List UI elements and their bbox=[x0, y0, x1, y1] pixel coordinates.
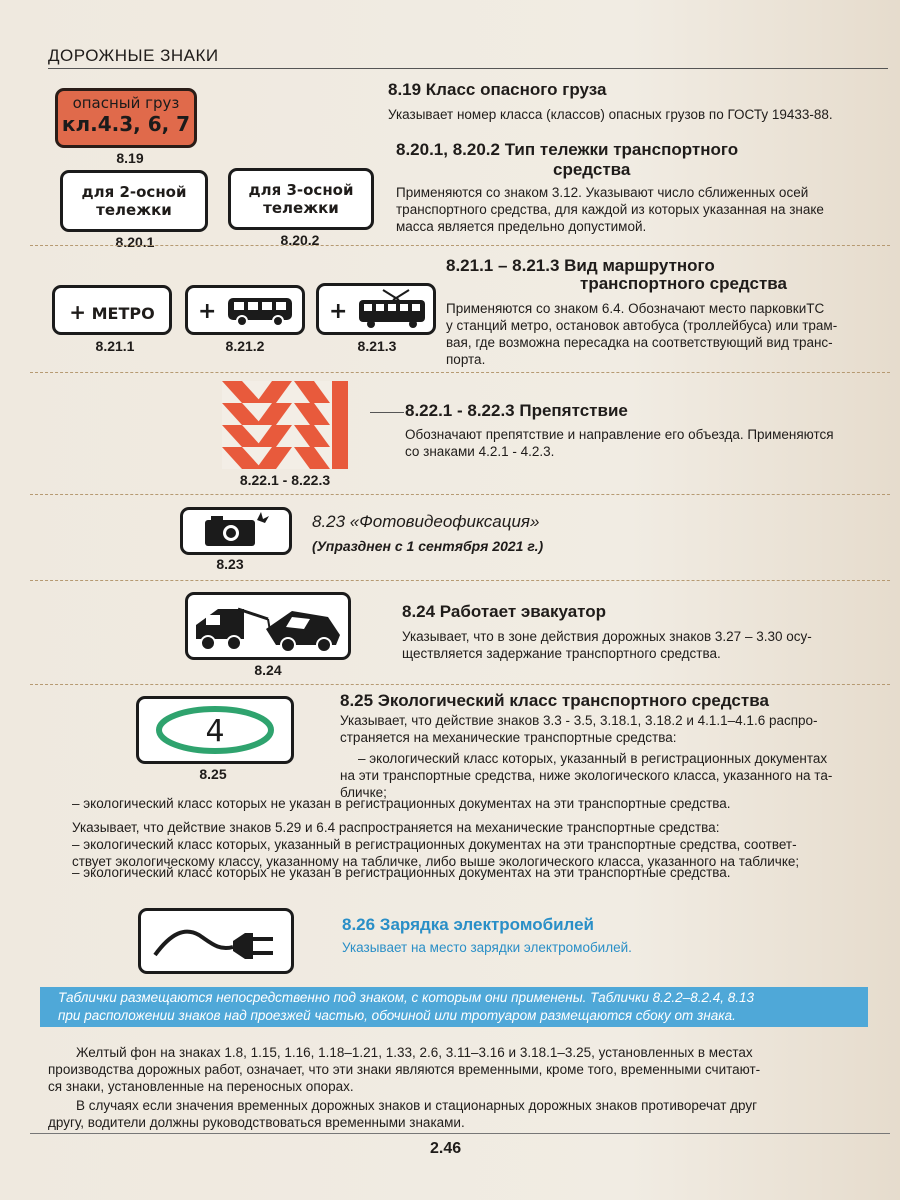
text-8-25-p4: Указывает, что действие знаков 5.29 и 6.4 распространяется на механические транспортные средства: bbox=[72, 820, 720, 835]
text-8-25-p1-line1: Указывает, что действие знаков 3.3 - 3.5, 3.18.1, 3.18.2 и 4.1.1–4.1.6 распро- bbox=[340, 713, 818, 728]
title-dash bbox=[370, 412, 404, 413]
sign-8-26 bbox=[138, 908, 294, 974]
text-8-21-line2: у станций метро, остановок автобуса (троллейбуса) или трам- bbox=[446, 318, 838, 333]
text-8-24-line2: ществляется задержание транспортного средства. bbox=[402, 646, 721, 661]
text-8-24-line1: Указывает, что в зоне действия дорожных знаков 3.27 – 3.30 осу- bbox=[402, 629, 812, 644]
separator bbox=[30, 580, 890, 581]
title-8-21-line1: 8.21.1 – 8.21.3 Вид маршрутного bbox=[446, 256, 715, 275]
info-banner bbox=[40, 987, 868, 1027]
text-8-25-p2-line1: – экологический класс которых, указанный в регистрационных документах bbox=[358, 751, 828, 766]
title-8-19: 8.19 Класс опасного груза bbox=[388, 80, 607, 99]
plus-icon: + bbox=[69, 300, 87, 324]
sign-8-24 bbox=[185, 592, 351, 660]
label-8-24: 8.24 bbox=[254, 662, 282, 678]
eco-class-ring bbox=[139, 699, 291, 761]
label-8-20-1: 8.20.1 bbox=[115, 234, 155, 250]
sign-8-23 bbox=[180, 507, 292, 555]
sign-8-20-2-line2: тележки bbox=[263, 199, 339, 217]
sign-8-21-1-content bbox=[55, 300, 169, 324]
tow-truck-icon bbox=[188, 595, 348, 657]
page-number: 2.46 bbox=[430, 1140, 462, 1157]
label-8-21-2: 8.21.2 bbox=[225, 338, 265, 354]
text-8-26: Указывает на место зарядки электромобилей. bbox=[342, 940, 632, 955]
footer-p2-line1: В случаях если значения временных дорожных знаков и стационарных дорожных знаков противоречат друг bbox=[76, 1098, 758, 1113]
footer-p1-line3: ся знаки, установленные на переносных опорах. bbox=[48, 1079, 354, 1094]
text-8-20-line1: Применяются со знаком 3.12. Указывают число сближенных осей bbox=[396, 185, 809, 200]
footer-p1-line1: Желтый фон на знаках 1.8, 1.15, 1.16, 1.18–1.21, 1.33, 2.6, 3.11–3.16 и 3.18.1–3.25, установленных в местах bbox=[76, 1045, 753, 1060]
sign-8-21-1-text: МЕТРО bbox=[91, 304, 155, 323]
separator bbox=[30, 494, 890, 495]
svg-text:+: + bbox=[198, 299, 217, 324]
title-8-21-line2: транспортного средства bbox=[580, 274, 787, 293]
note-8-23: (Упразднен с 1 сентября 2021 г.) bbox=[312, 538, 544, 554]
text-8-21-line1: Применяются со знаком 6.4. Обозначают место парковкиТС bbox=[446, 301, 825, 316]
sign-8-20-2-line1: для 3-осной bbox=[248, 181, 354, 199]
title-8-26: 8.26 Зарядка электромобилей bbox=[342, 915, 595, 934]
banner-line1: Таблички размещаются непосредственно под знаком, с которым они применены. Таблички 8.2.2–8.2.4, 8.13 bbox=[58, 990, 755, 1005]
footer-p1-line2: производства дорожных работ, означает, что эти знаки являются временными, кроме того, временными считают- bbox=[48, 1062, 761, 1077]
label-8-21-3: 8.21.3 bbox=[357, 338, 397, 354]
eco-class-number: 4 bbox=[205, 714, 225, 749]
text-8-20-line2: транспортного средства, для каждой из которых указанная на знаке bbox=[396, 202, 824, 217]
label-8-22: 8.22.1 - 8.22.3 bbox=[239, 472, 331, 488]
svg-text:+: + bbox=[329, 299, 348, 324]
text-8-25-p5-line1: – экологический класс которых, указанный в регистрационных документах на эти транспортные средства, соответ- bbox=[72, 837, 797, 852]
tram-icon bbox=[319, 286, 433, 332]
title-8-24: 8.24 Работает эвакуатор bbox=[402, 602, 607, 621]
label-8-25: 8.25 bbox=[199, 766, 227, 782]
label-8-20-2: 8.20.2 bbox=[280, 232, 320, 248]
title-8-25: 8.25 Экологический класс транспортного средства bbox=[340, 691, 769, 710]
sign-8-19-line2: кл.4.3, 6, 7 bbox=[61, 112, 191, 136]
title-8-23: 8.23 «Фотовидеофиксация» bbox=[312, 512, 540, 531]
separator bbox=[30, 372, 890, 373]
sign-8-20-1-line1: для 2-осной bbox=[81, 183, 187, 201]
text-8-25-p2-line2: на эти транспортные средства, ниже экологического класса, указанного на та- bbox=[340, 768, 833, 783]
text-8-22-line2: со знаками 4.2.1 - 4.2.3. bbox=[405, 444, 555, 459]
sign-8-20-1-line2: тележки bbox=[96, 201, 172, 219]
footer-p2-line2: другу, водители должны руководствоваться временными знаками. bbox=[48, 1115, 465, 1130]
label-8-21-1: 8.21.1 bbox=[95, 338, 135, 354]
text-8-19: Указывает номер класса (классов) опасных грузов по ГОСТу 19433-88. bbox=[388, 107, 833, 122]
sign-8-19 bbox=[55, 88, 197, 148]
sign-8-19-line1: опасный груз bbox=[72, 94, 180, 112]
text-8-22-line1: Обозначают препятствие и направление его объезда. Применяются bbox=[405, 427, 834, 442]
text-8-25-p5-line2: ствует экологическому классу, указанному на табличке, либо выше экологического класса, указанного на табличке; bbox=[72, 854, 800, 869]
camera-icon bbox=[183, 510, 289, 552]
title-8-22: 8.22.1 - 8.22.3 Препятствие bbox=[405, 401, 628, 420]
text-8-21-line4: порта. bbox=[446, 352, 486, 367]
sign-8-21-2 bbox=[185, 285, 305, 335]
obstacle-sign bbox=[222, 381, 348, 469]
footer-rule bbox=[30, 1133, 890, 1134]
text-8-20-line3: масса является предельно допустимой. bbox=[396, 219, 647, 234]
sign-8-20-2 bbox=[228, 168, 374, 230]
sign-8-21-1 bbox=[52, 285, 172, 335]
sign-8-25 bbox=[136, 696, 294, 764]
label-8-19: 8.19 bbox=[116, 150, 144, 166]
text-8-25-p2-line3: бличке; bbox=[340, 785, 387, 800]
label-8-23: 8.23 bbox=[216, 556, 244, 572]
bus-icon bbox=[188, 288, 302, 332]
text-8-25-p6: – экологический класс которых не указан в регистрационных документах на эти транспортные средства. bbox=[72, 865, 731, 880]
text-8-25-p3: – экологический класс которых не указан в регистрационных документах на эти транспортные средства. bbox=[72, 796, 731, 811]
sign-8-21-3 bbox=[316, 283, 436, 335]
separator bbox=[30, 245, 890, 246]
title-8-20-line1: 8.20.1, 8.20.2 Тип тележки транспортного bbox=[396, 140, 739, 159]
text-8-21-line3: вая, где возможна пересадка на соответствующий вид транс- bbox=[446, 335, 833, 350]
title-8-20-line2: средства bbox=[553, 160, 631, 179]
text-8-25-p1-line2: страняется на механические транспортные средства: bbox=[340, 730, 677, 745]
separator bbox=[30, 684, 890, 685]
sign-8-20-1 bbox=[60, 170, 208, 232]
ev-charging-plug-icon bbox=[141, 911, 291, 971]
banner-line2: при расположении знаков над проезжей частью, обочиной или тротуаром размещаются сбоку от знака. bbox=[58, 1008, 736, 1023]
header-rule bbox=[48, 68, 888, 69]
running-header: ДОРОЖНЫЕ ЗНАКИ bbox=[48, 46, 219, 65]
